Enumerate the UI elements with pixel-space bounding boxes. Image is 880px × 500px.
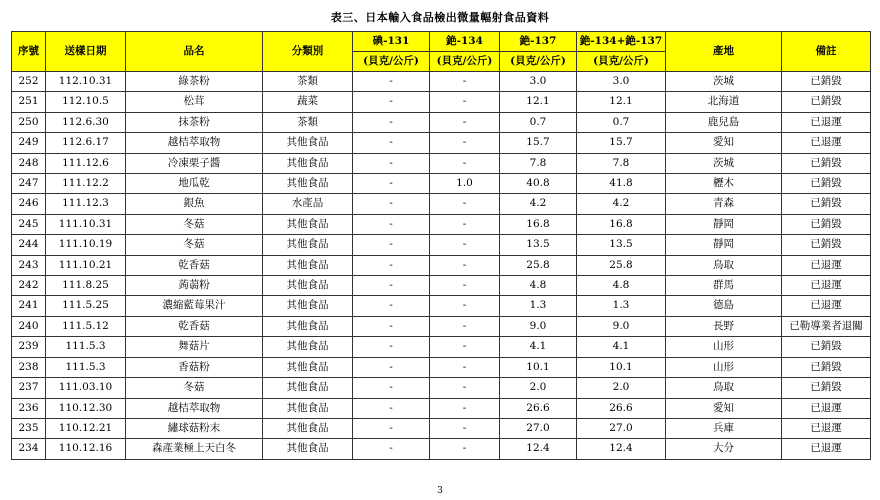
cell-i131: -: [353, 296, 430, 316]
cell-remark: 已退運: [782, 439, 871, 459]
header-unit-cs-sum: (貝克/公斤): [577, 52, 666, 72]
header-unit-cs137: (貝克/公斤): [500, 52, 577, 72]
table-header: [12, 32, 871, 72]
cell-category: 其他食品: [263, 133, 353, 153]
cell-name: 地瓜乾: [126, 174, 263, 194]
cell-name: 冬菇: [126, 214, 263, 234]
table-row: [12, 296, 871, 316]
cell-seq: 247: [12, 174, 46, 194]
cell-cs134: -: [430, 418, 500, 438]
cell-origin: 山形: [666, 337, 782, 357]
cell-name: 冬菇: [126, 235, 263, 255]
header-category: 分類別: [263, 32, 353, 72]
cell-seq: 250: [12, 112, 46, 132]
cell-cs137: 2.0: [500, 378, 577, 398]
cell-category: 蔬菜: [263, 92, 353, 112]
cell-date: 110.12.30: [46, 398, 126, 418]
cell-category: 茶類: [263, 72, 353, 92]
cell-name: 香菇粉: [126, 357, 263, 377]
table-row: [12, 235, 871, 255]
cell-cs-sum: 12.4: [577, 439, 666, 459]
table-row: [12, 418, 871, 438]
cell-cs134: -: [430, 398, 500, 418]
cell-category: 其他食品: [263, 316, 353, 336]
document-title: 表三、日本輸入食品檢出微量輻射食品資料: [330, 11, 550, 24]
cell-cs134: -: [430, 214, 500, 234]
cell-cs-sum: 9.0: [577, 316, 666, 336]
header-cs134: 銫-134: [430, 32, 500, 52]
cell-remark: 已退運: [782, 112, 871, 132]
table-row: [12, 153, 871, 173]
table-row: [12, 398, 871, 418]
cell-category: 其他食品: [263, 296, 353, 316]
cell-origin: 茨城: [666, 72, 782, 92]
cell-cs137: 26.6: [500, 398, 577, 418]
cell-cs134: -: [430, 133, 500, 153]
cell-category: 其他食品: [263, 378, 353, 398]
cell-seq: 244: [12, 235, 46, 255]
page-number: 3: [437, 486, 443, 496]
cell-cs-sum: 10.1: [577, 357, 666, 377]
table-row: [12, 214, 871, 234]
cell-i131: -: [353, 72, 430, 92]
cell-i131: -: [353, 235, 430, 255]
cell-remark: 已銷毀: [782, 194, 871, 214]
header-unit-cs134: (貝克/公斤): [430, 52, 500, 72]
cell-remark: 已銷毀: [782, 214, 871, 234]
cell-cs-sum: 12.1: [577, 92, 666, 112]
cell-category: 其他食品: [263, 357, 353, 377]
cell-cs137: 15.7: [500, 133, 577, 153]
cell-date: 112.10.31: [46, 72, 126, 92]
cell-name: 森產業極上天白冬: [126, 439, 263, 459]
cell-cs134: -: [430, 92, 500, 112]
cell-name: 綠茶粉: [126, 72, 263, 92]
table-row: [12, 174, 871, 194]
cell-remark: 已退運: [782, 398, 871, 418]
cell-remark: 已銷毀: [782, 92, 871, 112]
table-row: [12, 316, 871, 336]
cell-date: 111.10.31: [46, 214, 126, 234]
cell-remark: 已銷毀: [782, 72, 871, 92]
cell-name: 乾香菇: [126, 316, 263, 336]
cell-i131: -: [353, 439, 430, 459]
table-row: [12, 357, 871, 377]
cell-date: 111.5.25: [46, 296, 126, 316]
table-row: [12, 255, 871, 275]
cell-name: 乾香菇: [126, 255, 263, 275]
cell-cs137: 12.4: [500, 439, 577, 459]
cell-cs-sum: 41.8: [577, 174, 666, 194]
cell-cs137: 4.1: [500, 337, 577, 357]
cell-name: 抹茶粉: [126, 112, 263, 132]
cell-name: 冷凍栗子醬: [126, 153, 263, 173]
cell-origin: 鳥取: [666, 378, 782, 398]
cell-remark: 已銷毀: [782, 153, 871, 173]
table-row: [12, 194, 871, 214]
cell-cs137: 16.8: [500, 214, 577, 234]
cell-category: 其他食品: [263, 174, 353, 194]
cell-seq: 242: [12, 276, 46, 296]
cell-cs134: 1.0: [430, 174, 500, 194]
cell-origin: 群馬: [666, 276, 782, 296]
cell-cs134: -: [430, 235, 500, 255]
cell-remark: 已退運: [782, 296, 871, 316]
cell-category: 其他食品: [263, 418, 353, 438]
cell-category: 茶類: [263, 112, 353, 132]
cell-name: 銀魚: [126, 194, 263, 214]
cell-remark: 已銷毀: [782, 174, 871, 194]
cell-remark: 已銷毀: [782, 378, 871, 398]
cell-seq: 240: [12, 316, 46, 336]
header-i131: 碘-131: [353, 32, 430, 52]
table-body: [12, 72, 871, 460]
cell-date: 111.03.10: [46, 378, 126, 398]
cell-name: 越桔萃取物: [126, 398, 263, 418]
cell-i131: -: [353, 378, 430, 398]
cell-name: 舞菇片: [126, 337, 263, 357]
cell-cs-sum: 26.6: [577, 398, 666, 418]
cell-i131: -: [353, 174, 430, 194]
cell-cs134: -: [430, 316, 500, 336]
cell-category: 其他食品: [263, 153, 353, 173]
cell-name: 濃縮藍莓果汁: [126, 296, 263, 316]
header-seq: 序號: [12, 32, 46, 72]
table-row: [12, 439, 871, 459]
cell-category: 其他食品: [263, 214, 353, 234]
cell-cs-sum: 27.0: [577, 418, 666, 438]
cell-remark: 已退運: [782, 418, 871, 438]
cell-seq: 243: [12, 255, 46, 275]
cell-cs-sum: 3.0: [577, 72, 666, 92]
cell-category: 其他食品: [263, 276, 353, 296]
table-row: [12, 378, 871, 398]
cell-seq: 249: [12, 133, 46, 153]
cell-cs-sum: 0.7: [577, 112, 666, 132]
cell-seq: 239: [12, 337, 46, 357]
cell-cs-sum: 15.7: [577, 133, 666, 153]
cell-i131: -: [353, 255, 430, 275]
cell-remark: 已銷毀: [782, 235, 871, 255]
cell-date: 111.5.12: [46, 316, 126, 336]
cell-cs-sum: 7.8: [577, 153, 666, 173]
cell-cs137: 40.8: [500, 174, 577, 194]
cell-seq: 237: [12, 378, 46, 398]
cell-seq: 235: [12, 418, 46, 438]
cell-cs134: -: [430, 378, 500, 398]
cell-cs137: 10.1: [500, 357, 577, 377]
cell-cs137: 7.8: [500, 153, 577, 173]
cell-cs137: 25.8: [500, 255, 577, 275]
cell-date: 111.8.25: [46, 276, 126, 296]
cell-origin: 青森: [666, 194, 782, 214]
cell-name: 松茸: [126, 92, 263, 112]
cell-remark: 已勒導業者退關: [782, 316, 871, 336]
cell-date: 111.10.19: [46, 235, 126, 255]
cell-cs137: 0.7: [500, 112, 577, 132]
cell-origin: 山形: [666, 357, 782, 377]
cell-origin: 德島: [666, 296, 782, 316]
cell-cs134: -: [430, 337, 500, 357]
cell-cs137: 9.0: [500, 316, 577, 336]
cell-date: 111.12.3: [46, 194, 126, 214]
cell-cs134: -: [430, 276, 500, 296]
header-origin: 產地: [666, 32, 782, 72]
cell-date: 111.12.2: [46, 174, 126, 194]
cell-date: 112.10.5: [46, 92, 126, 112]
cell-date: 112.6.17: [46, 133, 126, 153]
cell-i131: -: [353, 112, 430, 132]
cell-cs134: -: [430, 357, 500, 377]
cell-cs134: -: [430, 439, 500, 459]
cell-cs134: -: [430, 112, 500, 132]
cell-i131: -: [353, 194, 430, 214]
header-cs137: 銫-137: [500, 32, 577, 52]
cell-origin: 茨城: [666, 153, 782, 173]
cell-cs134: -: [430, 72, 500, 92]
cell-origin: 兵庫: [666, 418, 782, 438]
cell-i131: -: [353, 398, 430, 418]
cell-date: 110.12.16: [46, 439, 126, 459]
cell-category: 其他食品: [263, 439, 353, 459]
header-name: 品名: [126, 32, 263, 72]
cell-date: 110.12.21: [46, 418, 126, 438]
cell-cs-sum: 2.0: [577, 378, 666, 398]
cell-cs137: 27.0: [500, 418, 577, 438]
cell-cs137: 12.1: [500, 92, 577, 112]
cell-date: 112.6.30: [46, 112, 126, 132]
cell-date: 111.5.3: [46, 357, 126, 377]
cell-remark: 已退運: [782, 255, 871, 275]
cell-origin: 北海道: [666, 92, 782, 112]
cell-cs-sum: 13.5: [577, 235, 666, 255]
cell-i131: -: [353, 337, 430, 357]
cell-cs-sum: 4.2: [577, 194, 666, 214]
cell-cs137: 3.0: [500, 72, 577, 92]
table-row: [12, 337, 871, 357]
cell-cs134: -: [430, 153, 500, 173]
cell-i131: -: [353, 418, 430, 438]
cell-date: 111.12.6: [46, 153, 126, 173]
cell-remark: 已退運: [782, 133, 871, 153]
cell-i131: -: [353, 92, 430, 112]
cell-i131: -: [353, 153, 430, 173]
cell-seq: 236: [12, 398, 46, 418]
cell-cs134: -: [430, 255, 500, 275]
cell-cs-sum: 4.8: [577, 276, 666, 296]
header-remark: 備註: [782, 32, 871, 72]
cell-origin: 大分: [666, 439, 782, 459]
cell-origin: 鳥取: [666, 255, 782, 275]
radiation-data-table: [11, 31, 871, 460]
cell-name: 冬菇: [126, 378, 263, 398]
cell-seq: 251: [12, 92, 46, 112]
table-row: [12, 92, 871, 112]
cell-origin: 長野: [666, 316, 782, 336]
cell-origin: 櫪木: [666, 174, 782, 194]
cell-origin: 靜岡: [666, 214, 782, 234]
cell-cs-sum: 16.8: [577, 214, 666, 234]
cell-cs-sum: 25.8: [577, 255, 666, 275]
table-row: [12, 72, 871, 92]
cell-date: 111.5.3: [46, 337, 126, 357]
cell-category: 其他食品: [263, 235, 353, 255]
cell-seq: 252: [12, 72, 46, 92]
cell-cs137: 4.8: [500, 276, 577, 296]
cell-remark: 已退運: [782, 276, 871, 296]
cell-origin: 鹿兒島: [666, 112, 782, 132]
table-row: [12, 112, 871, 132]
cell-cs137: 4.2: [500, 194, 577, 214]
cell-date: 111.10.21: [46, 255, 126, 275]
cell-seq: 246: [12, 194, 46, 214]
header-unit-i131: (貝克/公斤): [353, 52, 430, 72]
cell-seq: 248: [12, 153, 46, 173]
cell-cs-sum: 4.1: [577, 337, 666, 357]
cell-cs137: 1.3: [500, 296, 577, 316]
cell-seq: 238: [12, 357, 46, 377]
cell-origin: 靜岡: [666, 235, 782, 255]
cell-category: 水產品: [263, 194, 353, 214]
cell-i131: -: [353, 357, 430, 377]
cell-cs137: 13.5: [500, 235, 577, 255]
table-row: [12, 276, 871, 296]
header-cs-sum: 銫-134+銫-137: [577, 32, 666, 52]
cell-i131: -: [353, 133, 430, 153]
cell-seq: 234: [12, 439, 46, 459]
cell-cs134: -: [430, 296, 500, 316]
cell-seq: 241: [12, 296, 46, 316]
cell-i131: -: [353, 316, 430, 336]
cell-origin: 愛知: [666, 133, 782, 153]
cell-category: 其他食品: [263, 398, 353, 418]
cell-name: 越桔萃取物: [126, 133, 263, 153]
cell-origin: 愛知: [666, 398, 782, 418]
cell-cs-sum: 1.3: [577, 296, 666, 316]
cell-remark: 已銷毀: [782, 357, 871, 377]
cell-cs134: -: [430, 194, 500, 214]
cell-category: 其他食品: [263, 337, 353, 357]
cell-name: 蒟蒻粉: [126, 276, 263, 296]
cell-seq: 245: [12, 214, 46, 234]
header-date: 送樣日期: [46, 32, 126, 72]
cell-name: 繡球菇粉末: [126, 418, 263, 438]
table-row: [12, 133, 871, 153]
cell-category: 其他食品: [263, 255, 353, 275]
cell-i131: -: [353, 214, 430, 234]
cell-remark: 已銷毀: [782, 337, 871, 357]
cell-i131: -: [353, 276, 430, 296]
